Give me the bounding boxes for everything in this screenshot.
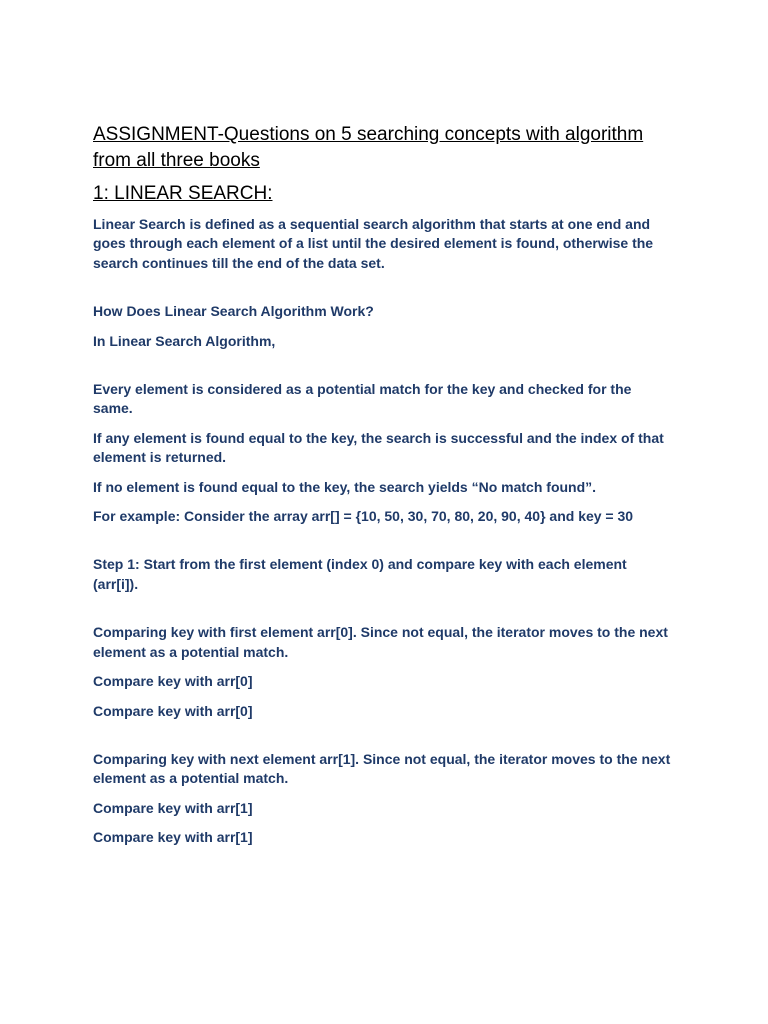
paragraph-compare-arr1-a: Compare key with arr[1] [93,799,253,816]
paragraph-compare-arr0-b: Compare key with arr[0] [93,702,253,719]
paragraph-not-found-case: If no element is found equal to the key, the search yields “No match found”. [93,478,597,495]
paragraph-algorithm-intro: In Linear Search Algorithm, [93,332,276,349]
paragraph-example: For example: Consider the array arr[] = {10, 50, 30, 70, 80, 20, 90, 40} and key = 30 [93,508,634,525]
paragraph-compare-arr0-a: Compare key with arr[0] [93,673,253,690]
document-title: ASSIGNMENT-Questions on 5 searching concepts with algorithm from all three books [93,124,644,171]
paragraph-potential-match: Every element is considered as a potential match for the key and checked for the same. [93,381,632,417]
document-page [93,122,673,848]
paragraph-compare-first: Comparing key with first element arr[0]. Since not equal, the iterator moves to the next element as a potential match. [93,624,668,660]
paragraph-compare-arr1-b: Compare key with arr[1] [93,829,253,846]
paragraph-compare-next: Comparing key with next element arr[1]. Since not equal, the iterator moves to the next element as a potential match. [93,750,671,787]
paragraph-found-case: If any element is found equal to the key, the search is successful and the index of that element is returned. [93,429,664,466]
section-heading: 1: LINEAR SEARCH: [93,183,273,204]
paragraph-how-it-works-question: How Does Linear Search Algorithm Work? [93,303,374,320]
paragraph-definition: Linear Search is defined as a sequential search algorithm that starts at one end and goes through each element of a list until the desired element is found, otherwise the search continues till the end of the data set. [93,216,654,271]
paragraph-step-1: Step 1: Start from the first element (index 0) and compare key with each element (arr[i]). [93,556,627,592]
